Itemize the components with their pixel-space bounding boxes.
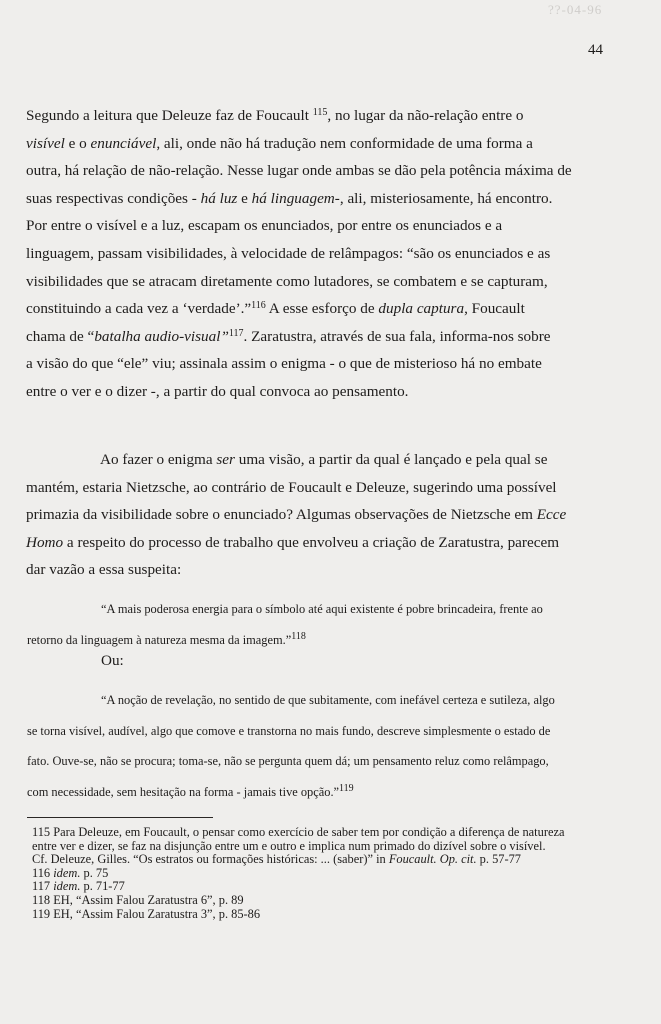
p1-line-10: a visão do que “ele” viu; assinala assim o enigma - o que de misterioso há no embate — [26, 355, 542, 373]
footnote-ref-119[interactable]: 119 — [339, 782, 354, 794]
footnote-ref-117[interactable]: 117 — [228, 327, 244, 339]
p2-line-2: mantém, estaria Nietzsche, ao contrário de Foucault e Deleuze, sugerindo uma possível — [26, 478, 557, 496]
p1-line-11: entre o ver e o dizer -, a partir do qual convoca ao pensamento. — [26, 382, 409, 400]
block-quote-2 — [27, 685, 557, 807]
p1-line-4: suas respectivas condições - há luz e há linguagem-, ali, misteriosamente, há encontro. — [26, 189, 553, 207]
p2-line-1: Ao fazer o enigma ser uma visão, a partir da qual é lançado e pela qual se — [100, 451, 548, 468]
footnote-ref-115[interactable]: 115 — [312, 107, 328, 118]
p1-line-6: linguagem, passam visibilidades, à velocidade de relâmpagos: “são os enunciados e as — [26, 244, 551, 262]
paragraph-2 — [26, 446, 567, 584]
q1-line-2: retorno da linguagem à natureza mesma da imagem.”$^{118}$ — [27, 630, 306, 647]
p2-line-5: dar vazão a essa suspeita: — [26, 561, 182, 579]
p2-line-3: primazia da visibilidade sobre o enunciado? Algumas observações de Nietzsche em Ecce — [26, 506, 567, 524]
p1-line-8: constituindo a cada vez a ‘verdade’.”$^{116}$ A esse esforço de dupla captura, Foucault — [26, 300, 525, 318]
p1-line-7: visibilidades que se atracam diretamente como lutadores, se combatem e se capturam, — [26, 272, 548, 290]
corner-stamp: ??-04-96 — [548, 2, 603, 17]
q1-line-1: “A mais poderosa energia para o símbolo até aqui existente é pobre brincadeira, frente ao — [101, 602, 543, 616]
p1-line-5: Por entre o visível e a luz, escapam os enunciados, por entre os enunciados e a — [26, 217, 503, 235]
block-quote-1 — [27, 594, 557, 655]
q2-line-2: se torna visível, audível, algo que comove e transtorna no mais fundo, descreve simplesmente o estado de — [27, 723, 551, 738]
footnote-divider — [27, 817, 213, 818]
footnote-115: 115 Para Deleuze, em Foucault, o pensar como exercício de saber tem por condição a diferença de natureza entre ver e dizer, se faz na disjunção entre um e outro e implica num primado do dizível sobre o visível. Cf. Deleuze, Gilles. “Os estratos ou formações históricas: ... (saber)” in Foucault. Op. cit. p. 57-77 — [32, 825, 565, 867]
footnote-116: 116 idem. p. 75 — [32, 865, 109, 880]
q2-line-3: fato. Ouve-se, não se procura; toma-se, não se pergunta quem dá; um pensamento reluz como relâmpago, — [27, 754, 549, 768]
footnote-ref-118[interactable]: 118 — [291, 630, 306, 642]
footnote-117: 117 idem. p. 71-77 — [32, 879, 125, 894]
paragraph-1 — [26, 102, 572, 406]
footnote-118: 118 EH, “Assim Falou Zaratustra 6”, p. 89 — [32, 892, 244, 907]
page-number: 44 — [588, 42, 603, 58]
footnote-ref-116[interactable]: 116 — [251, 300, 266, 312]
p1-line-3: outra, há relação de não-relação. Nesse lugar onde ambas se dão pela potência máxima de — [26, 162, 572, 180]
footnotes — [32, 825, 565, 921]
footnote-119: 119 EH, “Assim Falou Zaratustra 3”, p. 85-86 — [32, 906, 261, 921]
p1-line-2: visível e o enunciável, ali, onde não há tradução nem conformidade de uma forma a — [26, 134, 533, 152]
connector-ou: Ou: — [101, 652, 124, 669]
q2-line-1: “A noção de revelação, no sentido de que subitamente, com inefável certeza e sutileza, algo — [101, 693, 555, 707]
p2-line-4: Homo a respeito do processo de trabalho que envolveu a criação de Zaratustra, parecem — [26, 533, 560, 551]
p1-line-9: chama de “batalha audio-visual”$^{117}$. Zaratustra, através de sua fala, informa-nos sobre — [26, 327, 551, 345]
q2-line-4: com necessidade, sem hesitação na forma - jamais tive opção.”$^{119}$ — [27, 782, 354, 799]
p1-line-1: Segundo a leitura que Deleuze faz de Foucault $^{115}$, no lugar da não-relação entre o — [26, 107, 524, 124]
